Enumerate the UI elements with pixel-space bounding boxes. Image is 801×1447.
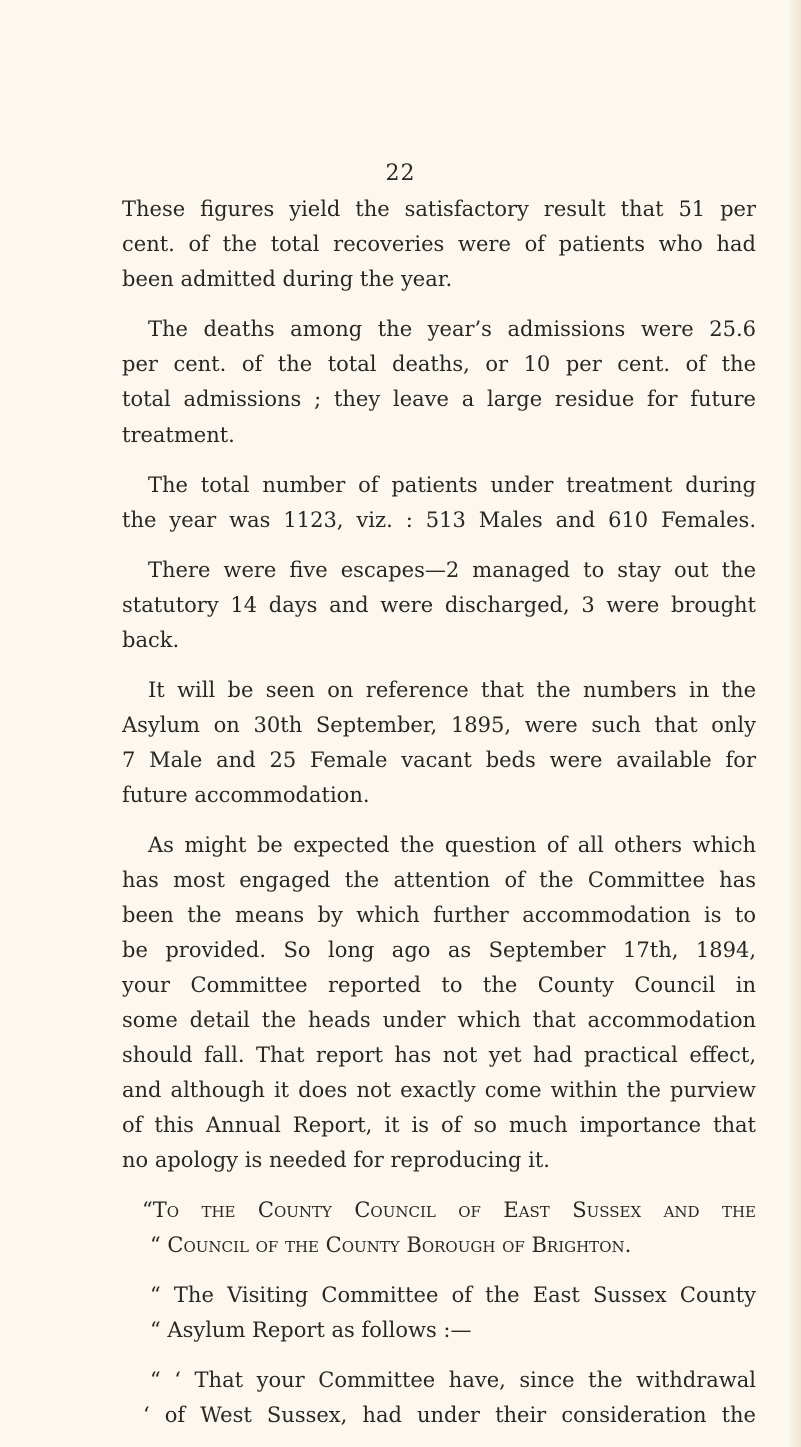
page-number: 22: [385, 161, 416, 186]
text-line: some detail the heads under which that accommodation: [122, 1008, 756, 1032]
text-line: cent. of the total recoveries were of patients who had: [122, 232, 756, 256]
text-line: the year was 1123, viz. : 513 Males and 610 Females.: [122, 508, 756, 532]
text-line: treatment.: [122, 423, 235, 447]
text-line: has most engaged the attention of the Committee has: [122, 868, 756, 892]
text-line: of this Annual Report, it is of so much importance that: [122, 1113, 756, 1137]
text-line: As might be expected the question of all others which: [148, 833, 756, 857]
quote-line: ‘ of West Sussex, had under their consideration the: [143, 1403, 756, 1427]
quote-line: “ Asylum Report as follows :—: [150, 1318, 472, 1342]
text-line: The total number of patients under treatment during: [148, 473, 756, 497]
text-line: no apology is needed for reproducing it.: [122, 1148, 550, 1172]
text-line: These figures yield the satisfactory result that 51 per: [122, 197, 756, 221]
text-line: back.: [122, 628, 180, 652]
address-line: “To the County Council of East Sussex and the: [142, 1198, 756, 1222]
text-line: Asylum on 30th September, 1895, were such that only: [122, 713, 756, 737]
text-line: It will be seen on reference that the numbers in the: [148, 678, 756, 702]
text-line: per cent. of the total deaths, or 10 per cent. of the: [122, 352, 756, 376]
text-line: statutory 14 days and were discharged, 3 were brought: [122, 593, 756, 617]
page-edge-shading: [787, 0, 801, 1447]
text-line: 7 Male and 25 Female vacant beds were available for: [122, 748, 756, 772]
text-line: should fall. That report has not yet had practical effect,: [122, 1043, 756, 1067]
text-line: The deaths among the year’s admissions were 25.6: [148, 317, 756, 341]
quote-line: “ ‘ That your Committee have, since the withdrawal: [150, 1368, 756, 1392]
quote-line: “ The Visiting Committee of the East Sussex County: [150, 1283, 756, 1307]
text-line: your Committee reported to the County Council in: [122, 973, 756, 997]
address-line: “ Council of the County Borough of Brighton.: [150, 1233, 632, 1257]
text-line: been admitted during the year.: [122, 267, 453, 291]
text-line: future accommodation.: [122, 783, 370, 807]
text-line: been the means by which further accommodation is to: [122, 903, 756, 927]
text-line: There were five escapes—2 managed to stay out the: [148, 558, 756, 582]
text-line: and although it does not exactly come within the purview: [122, 1078, 756, 1102]
text-line: total admissions ; they leave a large residue for future: [122, 387, 756, 411]
text-line: be provided. So long ago as September 17th, 1894,: [122, 938, 756, 962]
